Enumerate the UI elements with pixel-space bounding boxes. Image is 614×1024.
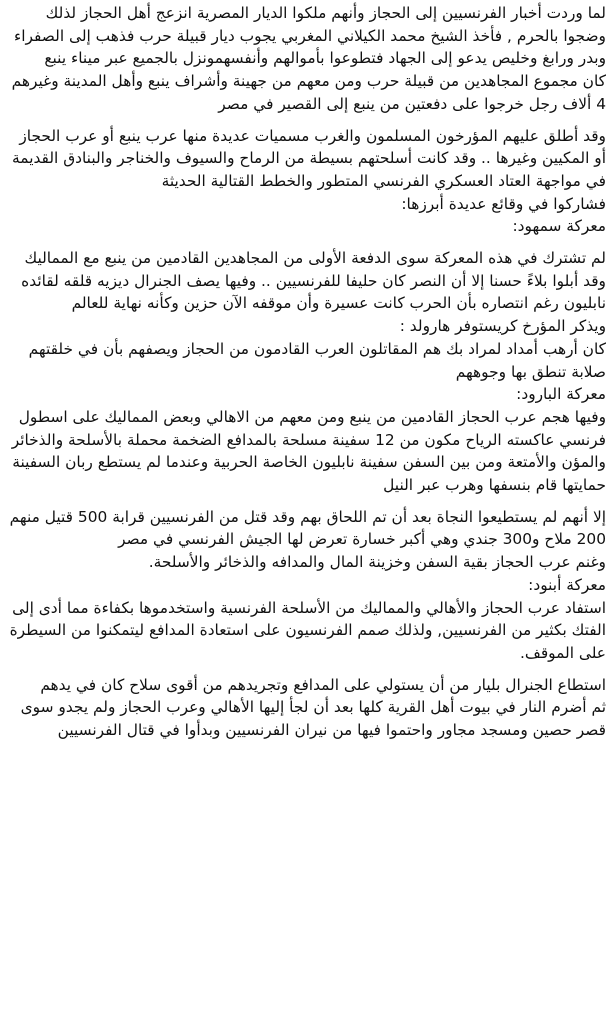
paragraph: إلا أنهم لم يستطيعوا النجاة بعد أن تم اللحاق بهم وقد قتل من الفرنسيين قرابة 500 قتيل منهم 200 ملاح و300 جندي وهي أكبر خسارة تعرض لها الجيش الفرنسي في مصر bbox=[9, 507, 606, 549]
paragraph: استفاد عرب الحجاز والأهالي والمماليك من الأسلحة الفرنسية واستخدموها بكفاءة مما أدى إلى الفتك بكثير من الفرنسيين, ولذلك صمم الفرنسيون على استعادة المدافع ليتمكنوا من السيطرة على الموقف. bbox=[9, 598, 606, 662]
paragraph: لم تشترك في هذه المعركة سوى الدفعة الأولى من المجاهدين القادمين من ينبع مع المماليك وقد أبلوا بلاءً حسنا إلا أن النصر كان حليفا للفرنسيين .. وفيها يصف الجنرال ديزيه قلقه لقائده نابليون رغم انتصاره بأن الحرب كانت عسيرة وأن موقفه الآن حزين وكأنه نهاية للعالم bbox=[21, 249, 606, 313]
paragraph: وقد أطلق عليهم المؤرخون المسلمون والغرب مسميات عديدة منها عرب ينبع أو عرب الحجاز أو المكيين وغيرها .. وقد كانت أسلحتهم بسيطة من الرماح والسيوف والخناجر والبنادق القديمة في مواجهة العتاد العسكري الفرنسي المتطور والخطط القتالية الحديثة bbox=[12, 126, 606, 190]
section-heading: معركة سمهود: bbox=[512, 217, 606, 236]
paragraph: كان أرهب أمداد لمراد بك هم المقاتلون العرب القادمون من الحجاز ويصفهم بأن في خلقتهم صلابة تنطق بها وجوههم bbox=[28, 339, 606, 381]
paragraph: استطاع الجنرال بليار من أن يستولي على المدافع وتجريدهم من أقوى سلاح كان في يدهم bbox=[40, 675, 606, 694]
paragraph: ثم أضرم النار في بيوت أهل القرية كلها بعد أن لجأ إليها الأهالي وعرب الحجاز ولم يجدو سوى قصر حصين ومسجد مجاور واحتموا فيها من نيران الفرنسيين وبدأوا في قتال الفرنسيين bbox=[20, 698, 606, 740]
paragraph: كان مجموع المجاهدين من قبيلة حرب ومن معهم من جهينة وأشراف ينبع وأهل المدينة وغيرهم 4 ألاف رجل خرجوا على دفعتين من ينبع إلى القصير في مصر bbox=[11, 72, 606, 113]
paragraph: لما وردت أخبار الفرنسيين إلى الحجاز وأنهم ملكوا الديار المصرية انزعج أهل الحجاز لذلك وضجوا بالحرم , فأخذ الشيخ محمد الكيلاني المغربي يجوب ديار قبيلة حرب فذهب إلى الصفراء وبدر ورابغ وخليص يدعو إلى الجهاد فتطوعوا بأموالهم وأنفسهمونزل بالجميع عبر ميناء ينبع bbox=[14, 4, 606, 68]
section-heading: ويذكر المؤرخ كريستوفر هارولد : bbox=[399, 317, 606, 336]
paragraph: فشاركوا في وقائع عديدة أبرزها: bbox=[401, 194, 606, 213]
section-heading: معركة أبنود: bbox=[528, 575, 606, 594]
paragraph: وغنم عرب الحجاز بقية السفن وخزينة المال والمدافه والذخائر والأسلحة. bbox=[148, 553, 606, 572]
section-heading: معركة البارود: bbox=[516, 385, 606, 404]
paragraph: وفيها هجم عرب الحجاز القادمين من ينبع ومن معهم من الاهالي وبعض المماليك على اسطول فرنسي عاكسته الرياح مكون من 12 سفينة مسلحة بالمدافع الضخمة محملة بالأسلحة والذخائر والمؤن والأمتعة ومن بين السفن سفينة نابليون الخاصة الحربية وعندما لم يستطع ربان السفينة حمايتها قام بنسفها وهرب عبر النيل bbox=[11, 407, 606, 495]
